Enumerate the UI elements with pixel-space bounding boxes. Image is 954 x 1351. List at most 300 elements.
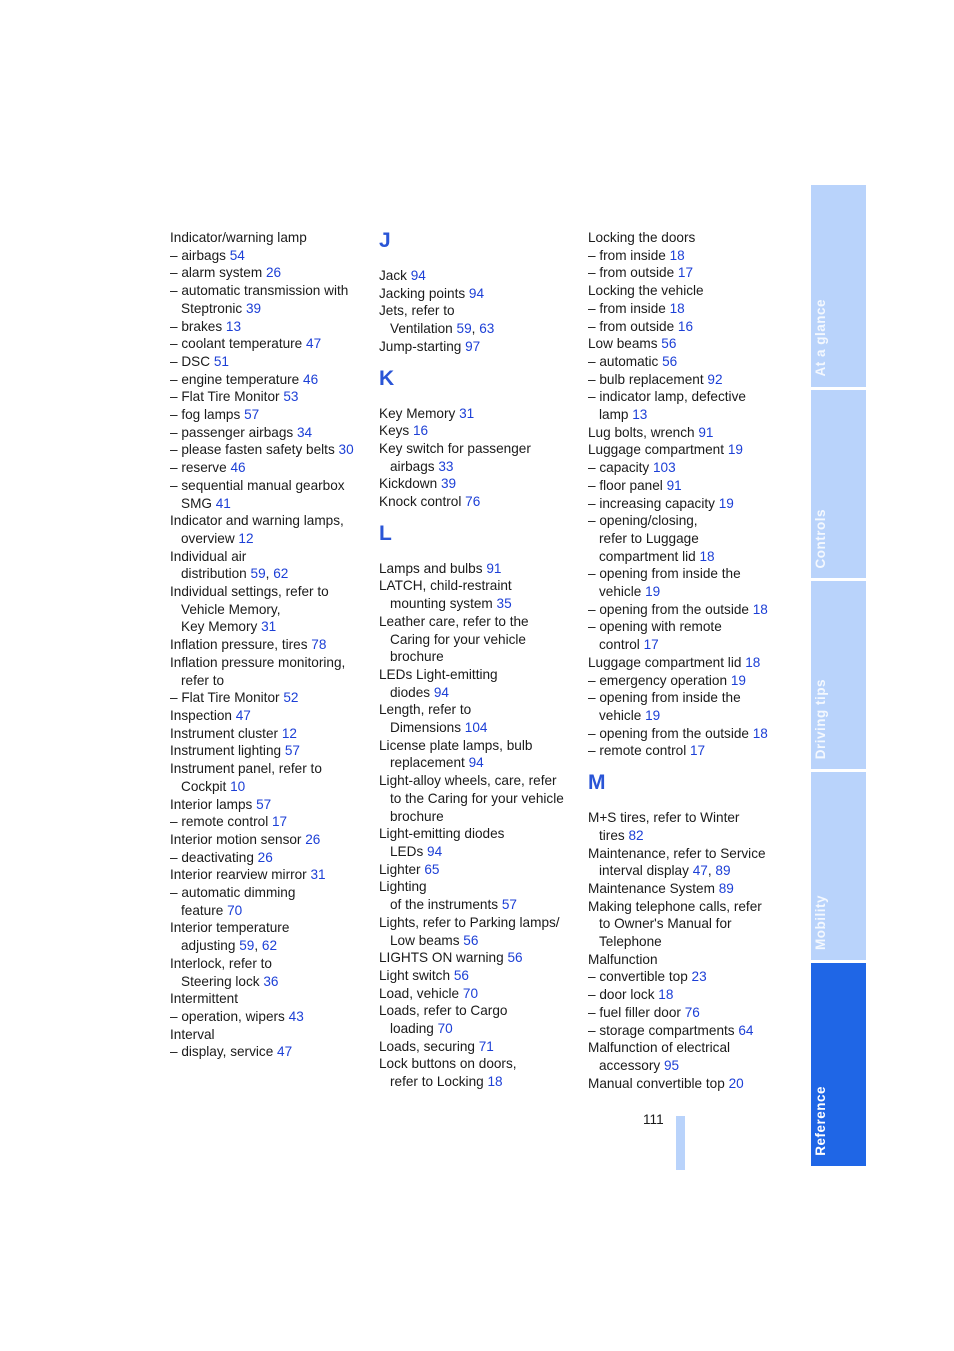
page-ref-link[interactable]: 47 bbox=[235, 707, 251, 723]
index-entry bbox=[170, 990, 370, 1008]
index-entry-text: Kickdown bbox=[379, 476, 441, 492]
index-entry-text: – automatic transmission with bbox=[170, 283, 349, 299]
index-entry-text: M+S tires, refer to Winter bbox=[588, 810, 740, 826]
index-entry bbox=[588, 618, 788, 636]
index-entry bbox=[379, 1002, 579, 1020]
index-entry-text: vehicle bbox=[599, 707, 646, 723]
index-entry-text: Load, vehicle bbox=[379, 985, 463, 1001]
page-ref-link[interactable]: 17 bbox=[690, 743, 706, 759]
index-entry-text: Intermittent bbox=[170, 991, 238, 1007]
page-ref-link[interactable]: 76 bbox=[465, 494, 481, 510]
index-entry-text: Dimensions bbox=[390, 720, 465, 736]
page-separator: , bbox=[254, 938, 262, 954]
index-entry bbox=[170, 548, 370, 566]
page-ref-link[interactable]: 13 bbox=[225, 318, 242, 334]
index-entry-text: – fuel filler door bbox=[588, 1004, 685, 1020]
page-ref-link[interactable]: 26 bbox=[265, 265, 282, 281]
index-entry-text: – opening from the outside bbox=[588, 725, 753, 741]
page-ref-link[interactable]: 103 bbox=[652, 460, 676, 476]
page-ref-link[interactable]: 97 bbox=[465, 338, 481, 354]
index-entry bbox=[170, 831, 370, 849]
index-entry-text: Instrument lighting bbox=[170, 743, 285, 759]
index-entry bbox=[379, 878, 579, 896]
index-entry-text: – opening from inside the bbox=[588, 566, 741, 582]
page-ref-link[interactable]: 94 bbox=[468, 755, 484, 771]
index-entry-text: Key Memory bbox=[379, 405, 460, 421]
page-ref-link[interactable]: 92 bbox=[707, 371, 723, 387]
page-ref-link[interactable]: 63 bbox=[479, 321, 495, 337]
index-entry-text: Inflation pressure, tires bbox=[170, 637, 312, 653]
index-entry-text: distribution bbox=[181, 566, 251, 582]
index-entry-text: Loads, securing bbox=[379, 1038, 479, 1054]
index-entry bbox=[379, 914, 579, 932]
page-ref-link[interactable]: 18 bbox=[752, 725, 768, 741]
page-ref-link[interactable]: 19 bbox=[645, 584, 661, 600]
index-entry bbox=[588, 495, 788, 513]
page-ref-link[interactable]: 57 bbox=[256, 796, 272, 812]
index-entry-text: Manual convertible top bbox=[588, 1075, 729, 1091]
index-entry-text: Vehicle Memory, bbox=[181, 601, 281, 617]
page-ref-link[interactable]: 47 bbox=[277, 1044, 293, 1060]
index-entry-text: control bbox=[599, 637, 644, 653]
index-entry-text: – emergency operation bbox=[588, 672, 731, 688]
page-ref-link[interactable]: 18 bbox=[658, 987, 674, 1003]
section-sidebar bbox=[811, 185, 866, 1166]
page-ref-link[interactable]: 51 bbox=[213, 353, 229, 369]
page-ref-link[interactable]: 34 bbox=[296, 424, 313, 440]
page-ref-link[interactable]: 12 bbox=[281, 725, 297, 741]
index-entry bbox=[379, 577, 579, 595]
index-entry-text: Lamps and bulbs bbox=[379, 560, 487, 576]
page-ref-link[interactable]: 18 bbox=[487, 1074, 503, 1090]
index-column-3 bbox=[588, 229, 788, 1092]
index-entry bbox=[170, 742, 370, 760]
index-entry bbox=[588, 282, 788, 300]
index-entry-text: – reserve bbox=[170, 460, 231, 476]
index-entry bbox=[379, 825, 579, 843]
index-entry-text: Light-emitting diodes bbox=[379, 826, 505, 842]
index-entry-text: Individual settings, refer to bbox=[170, 584, 329, 600]
page-ref-link[interactable]: 76 bbox=[684, 1004, 700, 1020]
sidebar-tab-label: Driving tips bbox=[813, 678, 828, 759]
index-entry-text: Instrument cluster bbox=[170, 725, 282, 741]
index-entry-text: – opening from inside the bbox=[588, 690, 741, 706]
index-entry-text: LIGHTS ON warning bbox=[379, 950, 508, 966]
index-entry-continuation bbox=[170, 565, 370, 583]
page-ref-link[interactable]: 30 bbox=[338, 442, 354, 458]
page-ref-link[interactable]: 70 bbox=[437, 1021, 453, 1037]
index-entry-text: tires bbox=[599, 827, 629, 843]
sidebar-tab-label: Reference bbox=[813, 1086, 828, 1156]
index-entry-text: compartment lid bbox=[599, 548, 700, 564]
index-entry bbox=[170, 813, 370, 831]
index-entry-text: Interior lamps bbox=[170, 796, 257, 812]
index-entry-text: Low beams bbox=[588, 336, 662, 352]
section-gap bbox=[588, 760, 788, 771]
index-entry-continuation bbox=[588, 636, 788, 654]
index-entry-text: – opening from the outside bbox=[588, 601, 753, 617]
index-entry-text: – Flat Tire Monitor bbox=[170, 389, 284, 405]
page-marker-bar bbox=[676, 1116, 685, 1170]
page-ref-link[interactable]: 12 bbox=[238, 530, 254, 546]
page-ref-link[interactable]: 17 bbox=[677, 265, 694, 281]
index-letter-heading: L bbox=[379, 521, 392, 545]
page-ref-link[interactable]: 64 bbox=[738, 1022, 754, 1038]
index-entry-text: replacement bbox=[390, 755, 469, 771]
index-entry bbox=[379, 493, 579, 511]
index-entry-continuation bbox=[379, 754, 579, 772]
page-ref-link[interactable]: 18 bbox=[745, 654, 761, 670]
index-entry-text: Ventilation bbox=[390, 321, 457, 337]
page-ref-link[interactable]: 47 bbox=[306, 336, 322, 352]
index-entry-text: Caring for your vehicle bbox=[390, 631, 526, 647]
page-ref-link[interactable]: 56 bbox=[661, 336, 677, 352]
page-ref-link[interactable]: 26 bbox=[305, 831, 321, 847]
index-entry-text: Lug bolts, wrench bbox=[588, 424, 699, 440]
page-ref-link[interactable]: 26 bbox=[257, 849, 273, 865]
index-entry-text: – bulb replacement bbox=[588, 371, 708, 387]
index-entry bbox=[170, 1008, 370, 1026]
index-entry bbox=[170, 1026, 370, 1044]
page-ref-link[interactable]: 39 bbox=[440, 476, 457, 492]
index-entry bbox=[588, 880, 788, 898]
index-entry bbox=[588, 1004, 788, 1022]
index-entry-text: brochure bbox=[390, 649, 444, 665]
index-entry-text: brochure bbox=[390, 808, 444, 824]
page-ref-link[interactable]: 70 bbox=[462, 985, 479, 1001]
index-entry-text: – increasing capacity bbox=[588, 495, 719, 511]
index-entry-text: – display, service bbox=[170, 1044, 278, 1060]
page-ref-link[interactable]: 33 bbox=[438, 458, 454, 474]
index-entry-continuation bbox=[170, 300, 370, 318]
page-ref-link[interactable]: 94 bbox=[427, 843, 443, 859]
page-ref-link[interactable]: 56 bbox=[463, 932, 479, 948]
index-entry bbox=[588, 229, 788, 247]
index-entry-text: Steptronic bbox=[181, 300, 246, 316]
page-ref-link[interactable]: 36 bbox=[263, 973, 279, 989]
index-entry bbox=[170, 247, 370, 265]
index-entry bbox=[588, 672, 788, 690]
index-entry bbox=[170, 849, 370, 867]
page-ref-link[interactable]: 18 bbox=[752, 601, 768, 617]
index-entry-text: Interval bbox=[170, 1026, 215, 1042]
index-entry bbox=[588, 742, 788, 760]
index-entry bbox=[170, 1043, 370, 1061]
page-ref-link[interactable]: 43 bbox=[288, 1008, 304, 1024]
index-entry-continuation bbox=[379, 719, 579, 737]
page-ref-link[interactable]: 70 bbox=[227, 902, 243, 918]
index-entry-text: License plate lamps, bulb bbox=[379, 737, 533, 753]
page-ref-link[interactable]: 31 bbox=[261, 619, 277, 635]
index-entry bbox=[588, 300, 788, 318]
index-entry bbox=[170, 424, 370, 442]
index-entry bbox=[379, 475, 579, 493]
index-entry bbox=[170, 371, 370, 389]
index-entry bbox=[379, 267, 579, 285]
index-entry-continuation bbox=[588, 406, 788, 424]
index-entry-text: – fog lamps bbox=[170, 407, 245, 423]
page-ref-link[interactable]: 18 bbox=[669, 247, 685, 263]
page-ref-link[interactable]: 62 bbox=[261, 938, 278, 954]
page-ref-link[interactable]: 89 bbox=[715, 863, 731, 879]
index-entry-text: Steering lock bbox=[181, 973, 264, 989]
page-ref-link[interactable]: 19 bbox=[730, 672, 746, 688]
index-entry-text: – from inside bbox=[588, 300, 670, 316]
index-entry-text: Interlock, refer to bbox=[170, 955, 272, 971]
page-ref-link[interactable]: 59 bbox=[239, 938, 255, 954]
index-entry bbox=[170, 919, 370, 937]
index-entry-text: Telephone bbox=[599, 934, 662, 950]
page-ref-link[interactable]: 56 bbox=[453, 967, 469, 983]
page-ref-link[interactable]: 41 bbox=[215, 495, 231, 511]
index-entry bbox=[170, 318, 370, 336]
index-entry-text: to the Caring for your vehicle bbox=[390, 790, 564, 806]
index-entry bbox=[379, 985, 579, 1003]
page-ref-link[interactable]: 57 bbox=[244, 407, 260, 423]
index-entry bbox=[170, 282, 370, 300]
index-entry bbox=[588, 318, 788, 336]
page-ref-link[interactable]: 18 bbox=[669, 300, 685, 316]
page-ref-link[interactable]: 53 bbox=[283, 389, 299, 405]
page-ref-link[interactable]: 17 bbox=[272, 814, 288, 830]
page-ref-link[interactable]: 23 bbox=[691, 969, 707, 985]
page-ref-link[interactable]: 39 bbox=[245, 300, 262, 316]
page-ref-link[interactable]: 91 bbox=[698, 424, 714, 440]
page-ref-link[interactable]: 82 bbox=[628, 827, 644, 843]
index-entry-text: – sequential manual gearbox bbox=[170, 477, 345, 493]
page-ref-link[interactable]: 31 bbox=[310, 867, 326, 883]
sidebar-tab-mobility[interactable] bbox=[811, 772, 866, 960]
index-entry bbox=[379, 949, 579, 967]
index-entry-text: Knock control bbox=[379, 494, 466, 510]
index-entry-continuation bbox=[170, 937, 370, 955]
index-entry bbox=[588, 951, 788, 969]
index-entry bbox=[379, 405, 579, 423]
index-entry bbox=[379, 440, 579, 458]
index-entry-text: Lighter bbox=[379, 861, 425, 877]
index-entry bbox=[588, 689, 788, 707]
page-ref-link[interactable]: 52 bbox=[283, 690, 299, 706]
page-ref-link[interactable]: 62 bbox=[273, 566, 289, 582]
page-ref-link[interactable]: 20 bbox=[728, 1075, 744, 1091]
index-entry bbox=[170, 229, 370, 247]
index-entry-continuation bbox=[170, 530, 370, 548]
index-entry bbox=[170, 955, 370, 973]
index-entry bbox=[379, 422, 579, 440]
index-entry bbox=[170, 406, 370, 424]
index-entry-text: Interior temperature bbox=[170, 920, 290, 936]
page-ref-link[interactable]: 17 bbox=[643, 637, 659, 653]
index-entry-continuation bbox=[588, 707, 788, 725]
index-entry bbox=[588, 898, 788, 916]
page-ref-link[interactable]: 19 bbox=[727, 442, 743, 458]
page-ref-link[interactable]: 56 bbox=[507, 950, 523, 966]
index-entry-text: – from outside bbox=[588, 265, 678, 281]
index-entry-text: – brakes bbox=[170, 318, 226, 334]
index-entry-text: Cockpit bbox=[181, 778, 231, 794]
index-entry bbox=[170, 477, 370, 495]
index-entry-text: – automatic dimming bbox=[170, 885, 296, 901]
page-ref-link[interactable]: 95 bbox=[663, 1057, 680, 1073]
index-entry-text: – passenger airbags bbox=[170, 424, 297, 440]
index-entry-continuation bbox=[379, 648, 579, 666]
index-entry bbox=[379, 560, 579, 578]
index-entry-text: – opening with remote bbox=[588, 619, 722, 635]
index-entry-text: – convertible top bbox=[588, 969, 692, 985]
index-entry-text: interval display bbox=[599, 863, 693, 879]
index-entry-text: mounting system bbox=[390, 596, 497, 612]
index-entry-continuation bbox=[379, 458, 579, 476]
index-entry-text: refer to bbox=[181, 672, 225, 688]
index-entry-text: of the instruments bbox=[390, 897, 502, 913]
page-ref-link[interactable]: 16 bbox=[677, 318, 694, 334]
page-ref-link[interactable]: 46 bbox=[230, 460, 246, 476]
page-ref-link[interactable]: 94 bbox=[433, 684, 449, 700]
page-ref-link[interactable]: 91 bbox=[666, 477, 682, 493]
index-entry-text: – Flat Tire Monitor bbox=[170, 690, 284, 706]
index-entry-text: lamp bbox=[599, 407, 633, 423]
sidebar-tab-label: At a glance bbox=[813, 299, 828, 377]
page-ref-link[interactable]: 59 bbox=[456, 321, 472, 337]
page-ref-link[interactable]: 57 bbox=[284, 743, 300, 759]
index-entry bbox=[588, 459, 788, 477]
index-entry bbox=[379, 1038, 579, 1056]
index-entry bbox=[170, 707, 370, 725]
index-entry bbox=[170, 583, 370, 601]
index-entry bbox=[170, 796, 370, 814]
index-entry bbox=[379, 701, 579, 719]
section-gap bbox=[379, 356, 579, 367]
index-entry bbox=[379, 613, 579, 631]
index-entry-text: feature bbox=[181, 902, 228, 918]
page-ref-link[interactable]: 54 bbox=[229, 247, 245, 263]
index-entry-continuation bbox=[379, 595, 579, 613]
index-entry-continuation bbox=[588, 1057, 788, 1075]
index-entry-text: – opening/closing, bbox=[588, 513, 698, 529]
index-entry-text: Interior motion sensor bbox=[170, 831, 306, 847]
index-entry-continuation bbox=[588, 933, 788, 951]
sidebar-tab-at-a-glance[interactable] bbox=[811, 185, 866, 387]
page-ref-link[interactable]: 94 bbox=[468, 285, 485, 301]
page-ref-link[interactable]: 10 bbox=[230, 778, 246, 794]
index-entry-text: Key switch for passenger bbox=[379, 440, 531, 456]
index-entry bbox=[588, 968, 788, 986]
index-entry-text: Jacking points bbox=[379, 285, 469, 301]
index-entry-text: Key Memory bbox=[181, 619, 262, 635]
index-entry bbox=[170, 760, 370, 778]
page-ref-link[interactable]: 18 bbox=[699, 548, 715, 564]
index-entry-text: Making telephone calls, refer bbox=[588, 898, 762, 914]
sidebar-tab-controls[interactable] bbox=[811, 390, 866, 578]
page-ref-link[interactable]: 16 bbox=[413, 423, 429, 439]
index-entry-text: Locking the doors bbox=[588, 230, 696, 245]
sidebar-tab-reference[interactable] bbox=[811, 963, 866, 1166]
index-entry bbox=[588, 477, 788, 495]
index-entry-continuation bbox=[588, 530, 788, 548]
index-entry-text: adjusting bbox=[181, 938, 240, 954]
index-entry bbox=[170, 353, 370, 371]
index-entry-text: Indicator and warning lamps, bbox=[170, 513, 344, 529]
index-entry-text: – remote control bbox=[170, 814, 272, 830]
page-ref-link[interactable]: 35 bbox=[496, 596, 512, 612]
index-entry-text: – operation, wipers bbox=[170, 1008, 289, 1024]
index-entry bbox=[379, 302, 579, 320]
page-ref-link[interactable]: 46 bbox=[303, 371, 319, 387]
index-entry-text: Loads, refer to Cargo bbox=[379, 1003, 508, 1019]
index-entry bbox=[379, 285, 579, 303]
index-entry-continuation bbox=[170, 778, 370, 796]
index-entry-text: to Owner's Manual for bbox=[599, 916, 732, 932]
page-ref-link[interactable]: 91 bbox=[486, 560, 502, 576]
index-entry bbox=[379, 666, 579, 684]
index-entry-continuation bbox=[170, 672, 370, 690]
index-entry-text: Light-alloy wheels, care, refer bbox=[379, 773, 557, 789]
page-ref-link[interactable]: 31 bbox=[459, 405, 475, 421]
index-entry-text: Malfunction of electrical bbox=[588, 1040, 731, 1056]
page-ref-link[interactable]: 19 bbox=[645, 707, 661, 723]
index-entry-text: Lock buttons on doors, bbox=[379, 1056, 517, 1072]
index-entry-text: – remote control bbox=[588, 743, 690, 759]
sidebar-tab-driving-tips[interactable] bbox=[811, 581, 866, 769]
page-ref-link[interactable]: 59 bbox=[250, 566, 266, 582]
index-entry bbox=[170, 459, 370, 477]
index-entry-text: Luggage compartment bbox=[588, 442, 728, 458]
index-entry bbox=[170, 636, 370, 654]
index-entry-text: SMG bbox=[181, 495, 216, 511]
index-entry-text: Keys bbox=[379, 423, 413, 439]
page-ref-link[interactable]: 57 bbox=[501, 897, 517, 913]
index-entry-text: refer to Luggage bbox=[599, 530, 699, 546]
page-ref-link[interactable]: 71 bbox=[478, 1038, 494, 1054]
page-ref-link[interactable]: 104 bbox=[464, 720, 488, 736]
index-letter-heading: J bbox=[379, 229, 391, 252]
index-letter-heading: M bbox=[588, 771, 606, 795]
page-ref-link[interactable]: 19 bbox=[718, 495, 734, 511]
index-entry-text: Malfunction bbox=[588, 951, 658, 967]
page-ref-link[interactable]: 89 bbox=[718, 880, 734, 896]
page-ref-link[interactable]: 56 bbox=[662, 353, 678, 369]
index-entry bbox=[170, 388, 370, 406]
index-entry-text: – indicator lamp, defective bbox=[588, 389, 746, 405]
index-entry-text: accessory bbox=[599, 1057, 664, 1073]
page-ref-link[interactable]: 94 bbox=[410, 268, 426, 283]
page-ref-link[interactable]: 78 bbox=[311, 637, 327, 653]
index-entry-text: vehicle bbox=[599, 584, 646, 600]
index-entry-text: Light switch bbox=[379, 967, 454, 983]
index-entry-text: airbags bbox=[390, 458, 439, 474]
index-entry-continuation bbox=[379, 790, 579, 808]
index-entry bbox=[588, 1022, 788, 1040]
index-entry-text: – door lock bbox=[588, 987, 659, 1003]
index-entry-text: – DSC bbox=[170, 353, 214, 369]
index-entry bbox=[588, 845, 788, 863]
index-entry-text: loading bbox=[390, 1021, 438, 1037]
index-entry bbox=[588, 725, 788, 743]
page-number: 111 bbox=[643, 1112, 664, 1127]
index-entry-text: – alarm system bbox=[170, 265, 266, 281]
page-separator: , bbox=[471, 321, 480, 337]
index-entry bbox=[588, 809, 788, 827]
page-ref-link[interactable]: 47 bbox=[692, 863, 708, 879]
index-entry bbox=[588, 601, 788, 619]
page-ref-link[interactable]: 13 bbox=[632, 407, 648, 423]
index-entry bbox=[588, 264, 788, 282]
index-entry-continuation bbox=[588, 862, 788, 880]
index-entry-text: Interior rearview mirror bbox=[170, 867, 311, 883]
index-entry-continuation bbox=[379, 1020, 579, 1038]
page-ref-link[interactable]: 65 bbox=[424, 861, 440, 877]
index-entry bbox=[588, 986, 788, 1004]
